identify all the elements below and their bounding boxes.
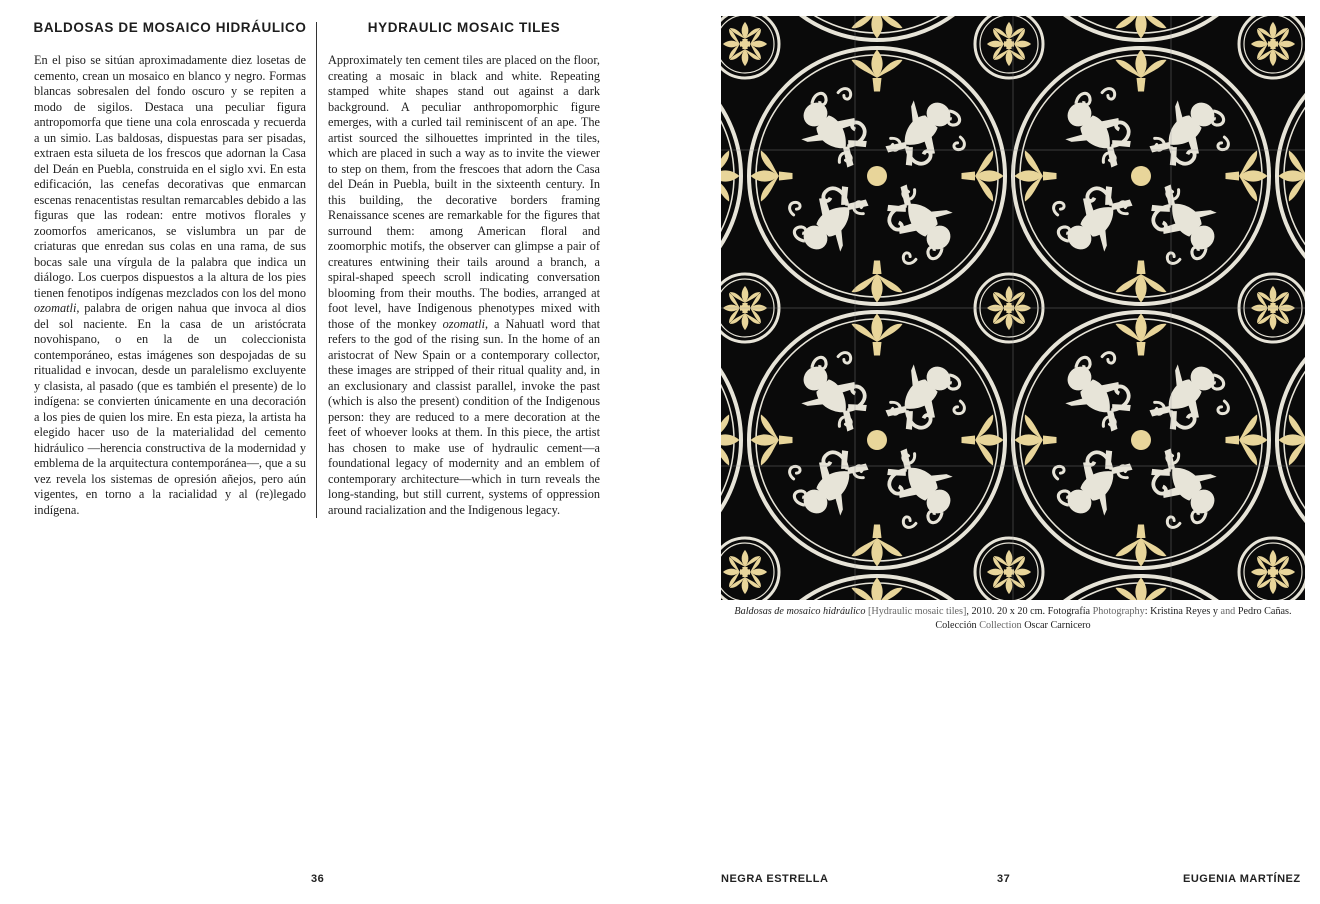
english-text-part-2: , a Nahuatl word that refers to the god of the rising sun. In the home of an aristocrat of New Spain or a contemporary collector, these images are stripped of their ritual quality and, in an exclusionary and classist parallel, invoke the past (which is also the present) condition of the Indigenous person: they are reduced to a mere decoration at the feet of whoever looks at them. In this piece, the artist has chosen to make use of hydraulic cement—a foundational legacy of modernity and an emblem of contemporary architecture—which in turn reveals the long-standing, but still current, systems of oppression around racialization and the Indigenous legacy. — [328, 316, 601, 517]
english-text-part-1: Approximately ten cement tiles are placed on the floor, creating a mosaic in black and white. Repeating stamped white shapes stand out against a dark background. A peculiar anthropomorphic figure emerges, with a curled tail reminiscent of an ape. The artist sourced the silhouettes imprinted in the tiles, which are placed in such a way as to invite the viewer to step on them, from the frescoes that adorn the Casa del Deán in Puebla, built in the sixteenth century. In this building, the decorative borders framing Renaissance scenes are remarkable for the figures that surround them: among American floral and zoomorphic motifs, the observer can glimpse a pair of creatures entwining their tails around a branch, a spiral-shaped speech scroll indicating conversation blooming from their mouths. The bodies, arranged at foot level, have Indigenous phenotypes mixed with those of the monkey — [328, 53, 600, 331]
caption-collection-en: Collection — [979, 620, 1022, 631]
image-caption — [722, 605, 1304, 633]
caption-title-en: [Hydraulic mosaic tiles] — [867, 606, 967, 617]
running-title: NEGRA ESTRELLA — [721, 873, 829, 885]
column-divider — [316, 22, 317, 518]
spanish-paragraph — [34, 53, 306, 518]
spanish-text-part-2: , palabra de origen nahua que invoca al dios del sol naciente. En la casa de un aristócrata novohispano, o en la de un coleccionista contemporáneo, estas imágenes son despojadas de su ritualidad e invocan, desde un paralelismo excluyente y clasista, al pasado (que es también el presente) de lo indígena: se convierten únicamente en una decoración a los pies de quien los mire. En esta pieza, la artista ha elegido hacer uso de la materialidad del cemento hidráulico —herencia constructiva de la modernidad y emblema de la arquitectura contemporánea—, que a su vez revela los sistemas de opresión añejos, pero aún vigentes, en torno a la racialidad y al (re)legado indígena. — [34, 301, 306, 517]
caption-photographers: : Kristina Reyes y — [1144, 606, 1221, 617]
english-paragraph — [328, 53, 600, 518]
spanish-italic-term: ozomatli — [34, 301, 77, 315]
spanish-text-column — [34, 53, 306, 518]
tile-pattern-image — [721, 16, 1305, 600]
author-name: EUGENIA MARTÍNEZ — [1183, 873, 1301, 885]
caption-details: , 2010. 20 x 20 cm. — [966, 606, 1048, 617]
caption-photographer-2: Pedro Cañas. — [1235, 606, 1292, 617]
spanish-text-part-1: En el piso se sitúan aproximadamente diez losetas de cemento, crean un mosaico en blanco y negro. Formas blancas sobresalen del fondo oscuro y se repiten a modo de sigilos. Destaca una peculiar figura antropomorfa que tiene una cola enroscada y recuerda a un simio. Las baldosas, dispuestas para ser pisadas, extraen esta silueta de los frescos que adornan la Casa del Deán en Puebla, construida en el siglo xvi. En esta edificación, las cenefas decorativas que enmarcan escenas renacentistas resultan remarcables debido a las figuras que las rodean: entre motivos florales y zoomorfos americanos, se vislumbra un par de criaturas que enredan sus colas en una rama, de sus bocas sale una vírgula de la palabra que indica un diálogo. Los cuerpos dispuestos a la altura de los pies tienen fenotipos indígenas mezclados con los del mono — [34, 53, 306, 300]
page-number-right: 37 — [997, 873, 1011, 885]
heading-english: HYDRAULIC MOSAIC TILES — [367, 20, 561, 35]
caption-photo-en: Photography — [1092, 606, 1145, 617]
caption-collector: Oscar Carnicero — [1024, 620, 1091, 631]
caption-title-es: Baldosas de mosaico hidráulico — [734, 606, 866, 617]
heading-spanish: BALDOSAS DE MOSAICO HIDRÁULICO — [33, 20, 307, 35]
tile-photograph — [721, 16, 1305, 600]
page-number-left: 36 — [311, 873, 325, 885]
english-italic-term: ozomatli — [442, 316, 486, 331]
english-text-column — [328, 53, 600, 518]
caption-collection-es: Colección — [935, 620, 977, 631]
caption-photo-es: Fotografía — [1047, 606, 1091, 617]
caption-and-en: and — [1220, 606, 1236, 617]
